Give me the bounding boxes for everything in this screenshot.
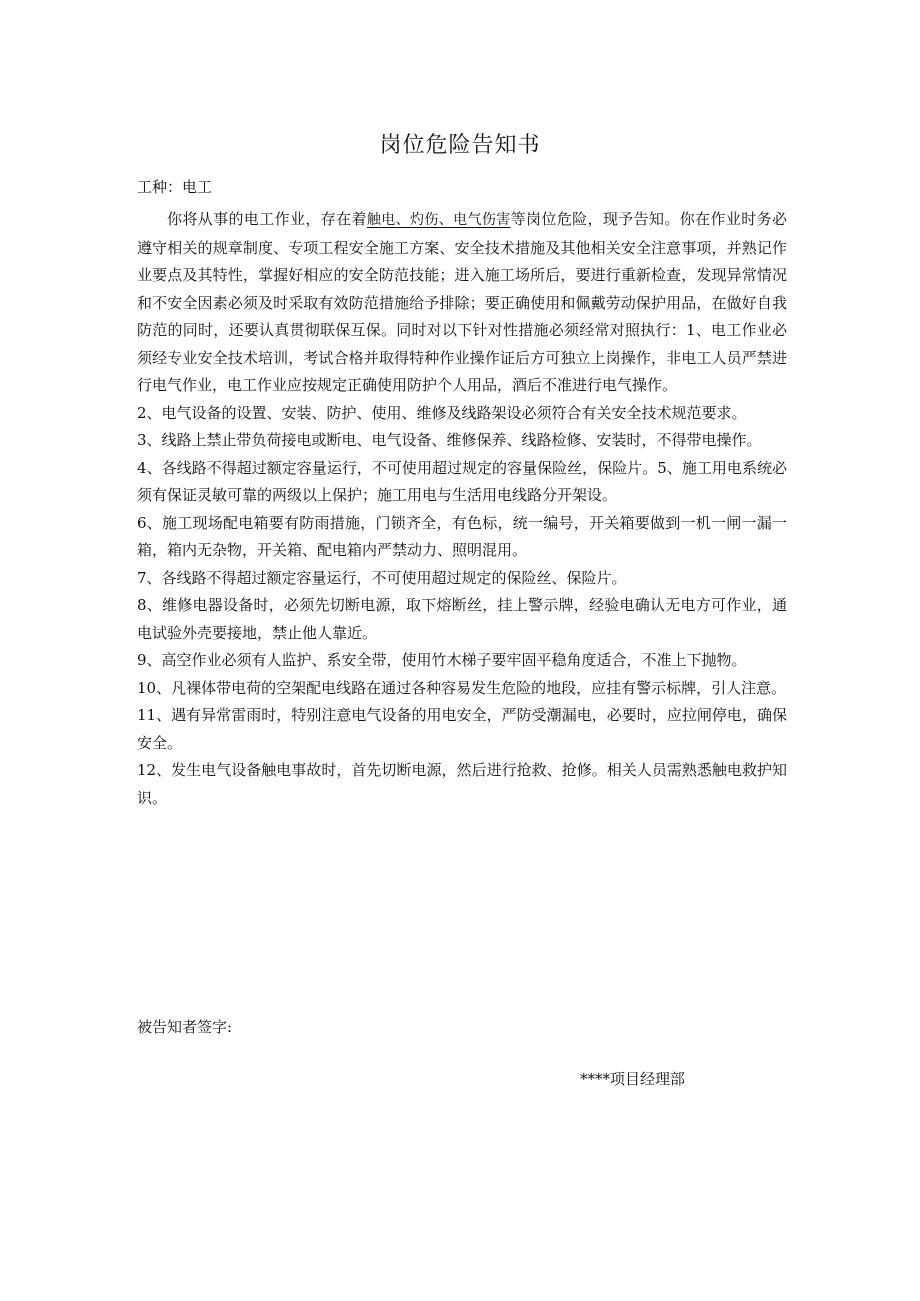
- intro-suffix: 等岗位危险，现予告知。你在作业时务必遵守相关的规章制度、专项工程安全施工方案、安全技术措施及其他相关安全注意事项，并熟记作业要点及其特性，掌握好相应的安全防范技能；进入施工场所后，要进行重新检查，发现异常情况和不安全因素必须及时采取有效防范措施给予排除；要正确使用和佩戴劳动保护用品，在做好自我防范的同时，还要认真贯彻联保互保。同时对以下针对性措施必须经常对照执行：1、电工作业必须经专业安全技术培训，考试合格并取得特种作业操作证后方可独立上岗操作，非电工人员严禁进行电气作业，电工作业应按规定正确使用防护个人用品，酒后不准进行电气操作。: [137, 210, 787, 394]
- rule-item: 4、各线路不得超过额定容量运行，不可使用超过规定的容量保险丝，保险片。5、施工用电系统必须有保证灵敏可靠的两级以上保护；施工用电与生活用电线路分开架设。: [137, 458, 787, 504]
- rule-item: 2、电气设备的设置、安装、防护、使用、维修及线路架设必须符合有关安全技术规范要求。: [137, 403, 747, 422]
- department-name: ****项目经理部: [580, 1070, 686, 1088]
- document-title: 岗位危险告知书: [379, 133, 541, 158]
- rule-item: 10、凡裸体带电荷的空架配电线路在通过各种容易发生危险的地段，应挂有警示标牌，引人注意。: [137, 678, 787, 697]
- job-type-line: 工种：电工: [137, 178, 213, 196]
- rule-item: 8、维修电器设备时，必须先切断电源，取下熔断丝，挂上警示牌，经验电确认无电方可作业，通电试验外壳要接地，禁止他人靠近。: [137, 596, 787, 642]
- hazard-list: 触电、灼伤、电气伤害: [366, 212, 511, 228]
- rule-item: 6、施工现场配电箱要有防雨措施，门锁齐全，有色标，统一编号，开关箱要做到一机一闸一漏一箱，箱内无杂物，开关箱、配电箱内严禁动力、照明混用。: [137, 513, 787, 559]
- signature-label: 被告知者签字:: [137, 1018, 233, 1036]
- rule-item: 3、线路上禁止带负荷接电或断电、电气设备、维修保养、线路检修、安装时，不得带电操作。: [137, 431, 762, 449]
- document-body: [137, 206, 787, 812]
- rule-item: 7、各线路不得超过额定容量运行，不可使用超过规定的保险丝、保险片。: [137, 568, 627, 587]
- rule-item: 9、高空作业必须有人监护、系安全带，使用竹木梯子要牢固平稳角度适合，不准上下抛物。: [137, 651, 747, 669]
- rule-item: 12、发生电气设备触电事故时，首先切断电源，然后进行抢救、抢修。相关人员需熟悉触电救护知识。: [137, 761, 787, 807]
- intro-paragraph: [137, 206, 787, 400]
- rule-item: 11、遇有异常雷雨时，特别注意电气设备的用电安全，严防受潮漏电，必要时，应拉闸停电，确保安全。: [137, 706, 787, 752]
- intro-prefix: 你将从事的电工作业，存在着: [167, 210, 367, 228]
